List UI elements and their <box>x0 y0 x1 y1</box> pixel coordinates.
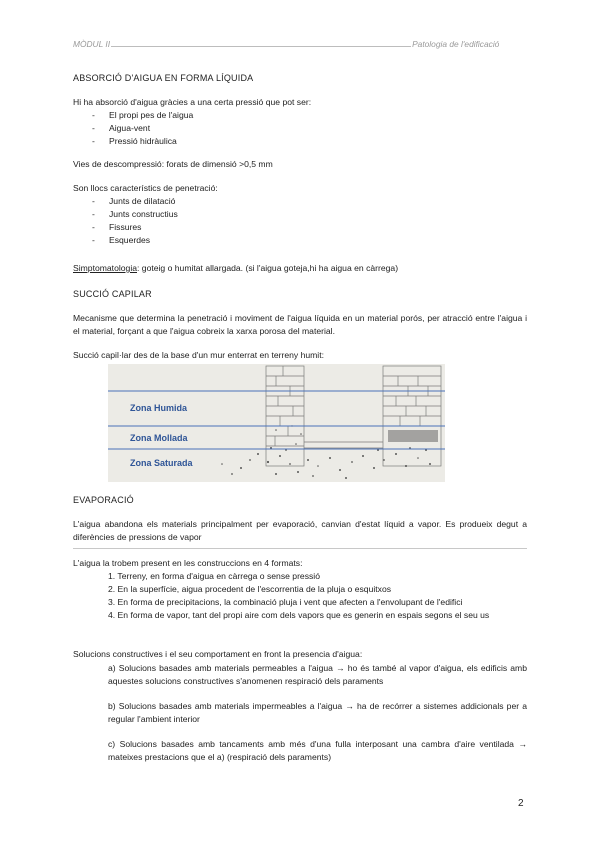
header-right: Patologia de l'edificació <box>412 39 500 49</box>
list-item: - El propi pes de l'aigua <box>92 110 194 120</box>
list-item: 3. En forma de precipitacions, la combinació pluja i vent que afecten a l'envolupant de l'edifici <box>108 597 463 607</box>
zone-label: Zona Saturada <box>130 458 193 468</box>
zone-label: Zona Mollada <box>130 433 188 443</box>
capillary-suction-figure <box>108 364 445 482</box>
vies-descompressio: Vies de descompressió: forats de dimensió >0,5 mm <box>73 159 273 169</box>
solution-item: c) Solucions basades amb tancaments amb més d'una fulla interposant una cambra d'aire ventilada → mateixes prestacions que el a) (respiració dels paraments) <box>108 739 527 762</box>
list-item: - Esquerdes <box>92 235 151 245</box>
list-item: - Fissures <box>92 222 142 232</box>
list-item: - Aigua-vent <box>92 123 151 133</box>
list-item: - Junts de dilatació <box>92 196 176 206</box>
section-title-absorcio: ABSORCIÓ D'AIGUA EN FORMA LÍQUIDA <box>73 73 254 83</box>
succio-paragraph: Mecanisme que determina la penetració i moviment de l'aigua líquida en un material porós, per atracció entre l'aigua i el material, forçant a que l'aigua cobreix la xarxa porosa del material. <box>73 313 527 336</box>
list-item: 4. En forma de vapor, tant del propi aire com dels vapors que es generin en espais segons el seu us <box>108 610 490 620</box>
header-left: MÒDUL II <box>73 39 111 49</box>
solutions-intro: Solucions constructives i el seu comportament en front la presencia d'aigua: <box>73 649 363 659</box>
simptomatologia-label: Simptomatologia <box>73 263 138 273</box>
list-item: 2. En la superfície, aigua procedent de l'escorrentia de la pluja o esquitxos <box>108 584 392 594</box>
evaporacio-paragraph: L'aigua abandona els materials principalment per evaporació, canvian d'estat líquid a vapor. Es produeix degut a diferències de pressions de vapor <box>73 519 527 542</box>
absorcio-intro: Hi ha absorció d'aigua gràcies a una certa pressió que pot ser: <box>73 97 312 107</box>
list-item: 1. Terreny, en forma d'aigua en càrrega o sense pressió <box>108 571 320 581</box>
section-title-succio: SUCCIÓ CAPILAR <box>73 289 152 299</box>
list-item: - Pressió hidràulica <box>92 136 177 146</box>
header-rule <box>111 38 411 47</box>
zone-label: Zona Humida <box>130 403 188 413</box>
horizontal-rule <box>73 548 527 549</box>
wall-illustration <box>108 364 445 482</box>
page-number: 2 <box>518 798 524 809</box>
figure-caption: Succió capil·lar des de la base d'un mur enterrat en terreny humit: <box>73 350 324 360</box>
solution-item: a) Solucions basades amb materials permeables a l'aigua → ho és també al vapor d'aigua, els edificis amb aquestes solucions constructives s'anomenen respiració dels paraments <box>108 663 527 686</box>
formats-intro: L'aigua la trobem present en les construccions en 4 formats: <box>73 558 303 568</box>
solution-item: b) Solucions basades amb materials impermeables a l'aigua → ha de recórrer a sistemes addicionals per a regular l'ambient interior <box>108 701 527 724</box>
page-header <box>73 38 527 51</box>
simptomatologia: Simptomatologia: goteig o humitat allargada. (si l'aigua goteja,hi ha aigua en càrrega) <box>73 263 399 273</box>
section-title-evaporacio: EVAPORACIÓ <box>73 495 134 505</box>
llocs-intro: Son llocs característics de penetració: <box>73 183 218 193</box>
list-item: - Junts constructius <box>92 209 178 219</box>
